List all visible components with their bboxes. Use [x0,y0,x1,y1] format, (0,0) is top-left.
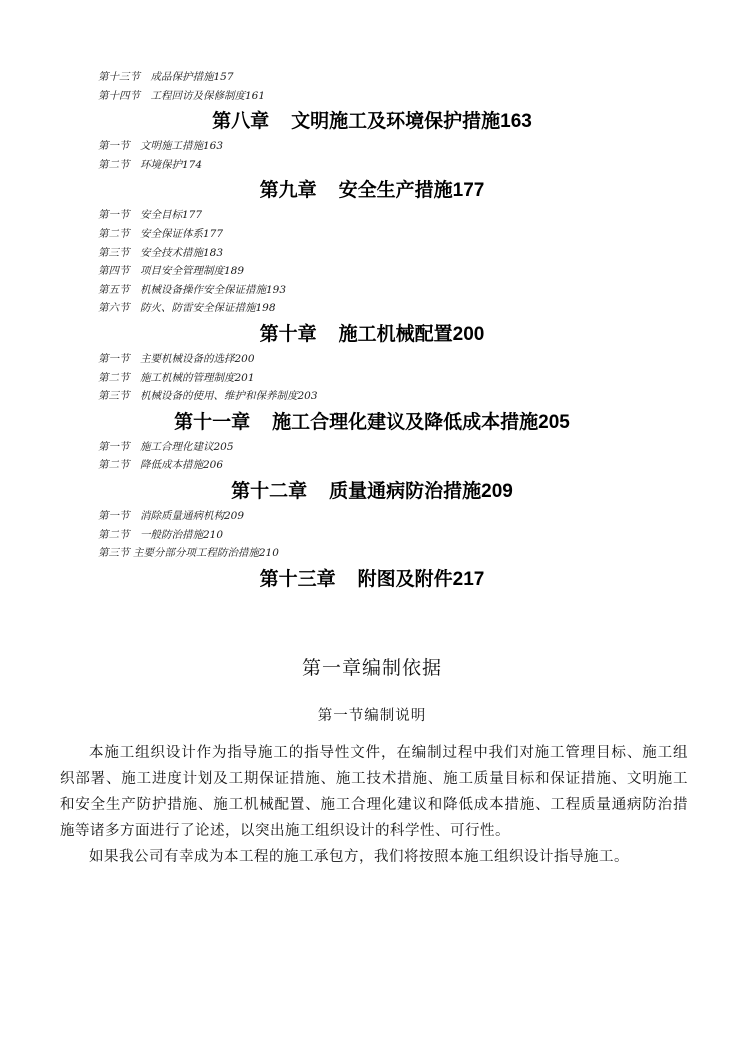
toc-chapter-entry[interactable] [0,174,744,206]
toc-section-entry[interactable]: 第二节 环境保护174 [98,158,203,171]
chapter-label: 第九章 [259,179,317,202]
toc-section-entry[interactable]: 第二节 一般防治措施210 [98,528,224,541]
toc-chapter-entry[interactable] [0,406,744,438]
toc-section-entry[interactable]: 第二节 施工机械的管理制度201 [98,371,255,384]
chapter-page-number: 177 [452,180,485,202]
toc-section-entry[interactable]: 第二节 安全保证体系177 [98,227,224,240]
toc-section-entry[interactable]: 第一节 主要机械设备的选择200 [98,352,255,365]
toc-section-entry[interactable]: 第一节 施工合理化建议205 [98,440,234,453]
chapter-page-number: 200 [452,323,485,345]
chapter-heading: 第一章编制依据 [301,657,442,679]
toc-section-entry[interactable]: 第一节 安全目标177 [98,209,203,222]
body-text [60,740,688,870]
chapter-label: 第十三章 [259,567,336,590]
toc-section-entry[interactable]: 第三节 机械设备的使用、维护和保养制度203 [98,390,318,403]
toc-chapter-entry[interactable] [0,105,744,137]
section-heading: 第一节编制说明 [317,708,427,724]
toc-section-entry[interactable]: 第五节 机械设备操作安全保证措施193 [98,283,287,296]
chapter-label: 第八章 [212,110,270,133]
toc-section-entry[interactable]: 第一节 消除质量通病机构209 [98,509,245,522]
chapter-name: 附图及附件 [357,567,453,590]
toc-section-entry[interactable]: 第三节 安全技术措施183 [98,246,224,259]
toc-section-entry[interactable]: 第一节 文明施工措施163 [98,140,224,153]
toc-section-entry[interactable]: 第四节 项目安全管理制度189 [98,265,245,278]
chapter-page-number: 217 [452,568,485,590]
chapter-label: 第十章 [259,322,317,345]
chapter-name: 施工合理化建议及降低成本措施 [272,410,539,433]
toc-section-entry[interactable]: 第十三节 成品保护措施157 [98,71,234,83]
chapter-name: 文明施工及环境保护措施 [291,110,501,133]
chapter-name: 安全生产措施 [338,179,453,202]
body-paragraph: 如果我公司有幸成为本工程的施工承包方，我们将按照本施工组织设计指导施工。 [89,849,629,865]
chapter-name: 质量通病防治措施 [329,479,482,502]
body-paragraph: 本施工组织设计作为指导施工的指导性文件，在编制过程中我们对施工管理目标、施工组织部署、施工进度计划及工期保证措施、施工技术措施、施工质量目标和保证措施、文明施工和安全生产防护措施、施工机械配置、施工合理化建议和降低成本措施、工程质量通病防治措施等诸多方面进行了论述，以突出施工组织设计的科学性、可行性。 [60,745,688,839]
toc-section-entry[interactable]: 第十四节 工程回访及保修制度161 [98,89,266,102]
chapter-page-number: 205 [538,411,570,433]
toc-section-entry[interactable]: 第六节 防火、防雷安全保证措施198 [98,302,276,315]
table-of-contents [0,68,744,595]
toc-chapter-entry[interactable] [0,475,744,507]
toc-section-entry[interactable]: 第三节 主要分部分项工程防治措施210 [98,547,279,560]
chapter-label: 第十二章 [231,479,308,502]
toc-section-entry[interactable]: 第二节 降低成本措施206 [98,459,224,472]
chapter-page-number: 209 [481,480,513,502]
chapter-name: 施工机械配置 [338,322,453,345]
toc-chapter-entry[interactable] [0,318,744,350]
toc-chapter-entry[interactable] [0,563,744,595]
chapter-label: 第十一章 [174,410,251,433]
chapter-page-number: 163 [500,111,532,133]
